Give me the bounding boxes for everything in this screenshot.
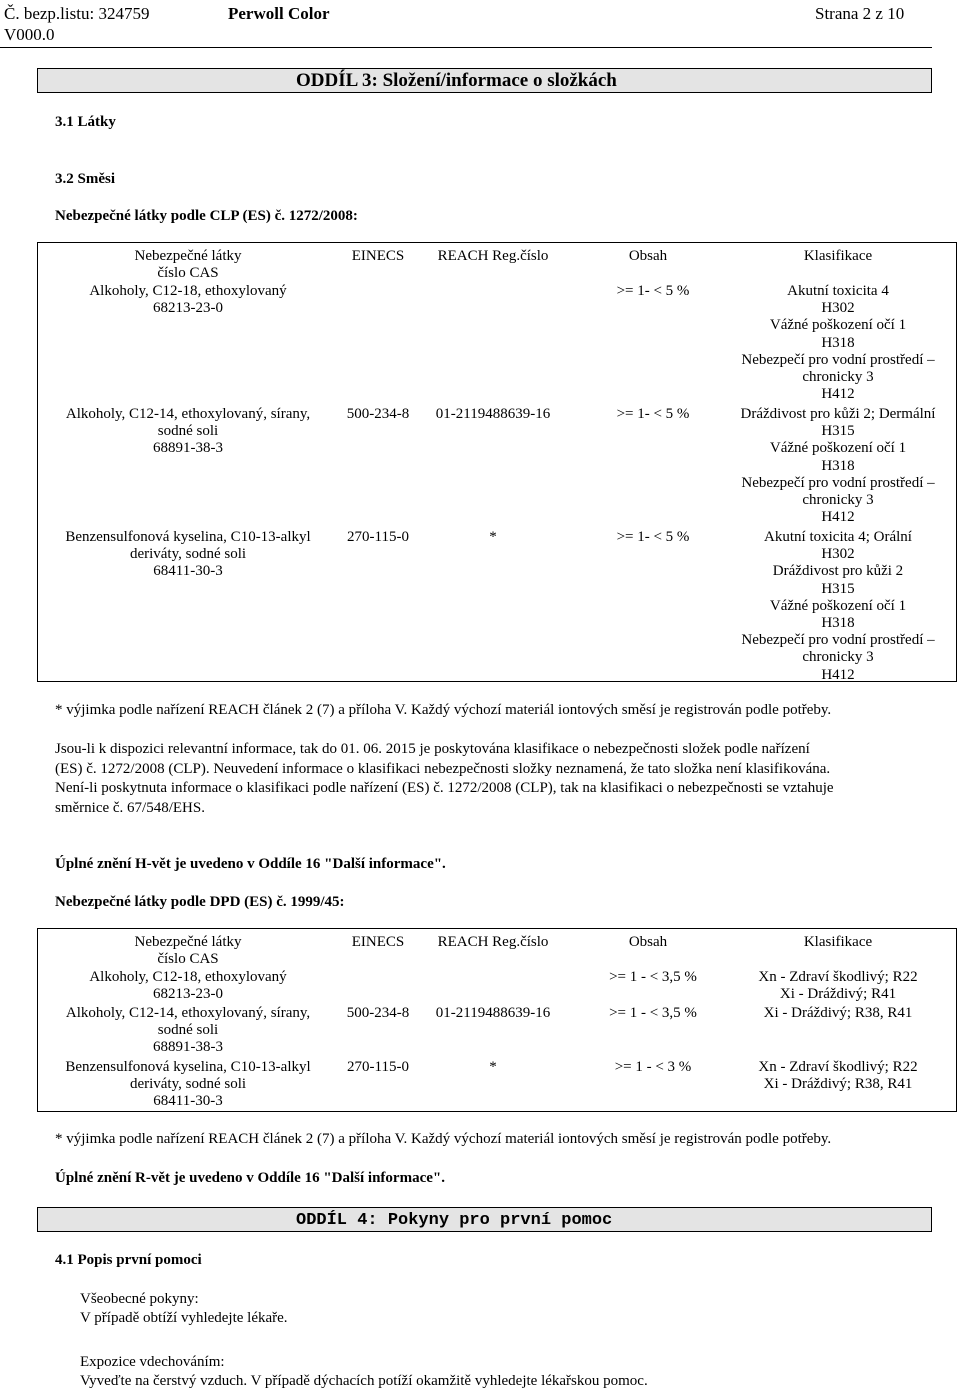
dpd-header-substance: Nebezpečné látky číslo CAS [134,934,242,968]
clp-heading: Nebezpečné látky podle CLP (ES) č. 1272/2008: [55,208,358,224]
table-cell-einecs: 270-115-0 [347,1059,409,1075]
table-cell-content: >= 1 - < 3 % [614,1059,692,1075]
table-row-name: Alkoholy, C12-14, ethoxylovaný, sírany, sodné soli 68891-38-3 [65,1005,311,1056]
r-phrases-note: Úplné znění R-vět je uvedeno v Oddíle 16 "Další informace". [55,1170,445,1186]
clp-header-content: Obsah [628,248,668,264]
table-cell-einecs: 270-115-0 [347,529,409,545]
table-cell-classification: Dráždivost pro kůži 2; Dermální H315 Vážné poškození očí 1 H318 Nebezpečí pro vodní prostředí – chronicky 3 H412 [740,406,936,526]
page-number: Strana 2 z 10 [815,4,905,23]
table-cell-einecs: 500-234-8 [346,406,410,422]
dpd-heading: Nebezpečné látky podle DPD (ES) č. 1999/45: [55,894,345,910]
section-3-title: ODDÍL 3: Složení/informace o složkách [296,70,617,91]
inhalation-text: Vyveďte na čerstvý vzduch. V případě dýchacích potíží okamžitě vyhledejte lékařskou pomoc. [80,1373,648,1389]
table-cell-reach: 01-2119488639-16 [435,406,551,422]
dpd-header-classification: Klasifikace [803,934,873,950]
table-row-name: Benzensulfonová kyselina, C10-13-alkyl deriváty, sodné soli 68411-30-3 [65,1059,311,1110]
clp-header-substance: Nebezpečné látky číslo CAS [134,248,242,282]
table-row-name: Alkoholy, C12-18, ethoxylovaný 68213-23-0 [89,283,287,317]
table-cell-content: >= 1- < 5 % [616,283,690,299]
header-divider [0,47,932,48]
table-row-name: Alkoholy, C12-14, ethoxylovaný, sírany, sodné soli 68891-38-3 [65,406,311,457]
h-phrases-note: Úplné znění H-vět je uvedeno v Oddíle 16 "Další informace". [55,856,446,872]
clp-table [37,242,957,682]
table-cell-content: >= 1 - < 3,5 % [609,969,697,985]
clp-header-reach: REACH Reg.číslo [437,248,549,264]
table-cell-classification: Akutní toxicita 4 H302 Vážné poškození očí 1 H318 Nebezpečí pro vodní prostředí – chronicky 3 H412 [741,283,935,403]
table-cell-content: >= 1- < 5 % [616,406,690,422]
table-cell-content: >= 1- < 5 % [616,529,690,545]
section-4-title: ODDÍL 4: Pokyny pro první pomoc [296,1211,613,1230]
sheet-number: Č. bezp.listu: 324759 [4,4,150,23]
table-cell-reach: * [489,1059,497,1075]
table-cell-reach: 01-2119488639-16 [435,1005,551,1021]
dpd-header-einecs: EINECS [351,934,405,950]
dpd-header-content: Obsah [628,934,668,950]
table-row-name: Benzensulfonová kyselina, C10-13-alkyl deriváty, sodné soli 68411-30-3 [65,529,311,580]
subsection-3-1: 3.1 Látky [55,114,116,130]
general-instructions-label: Všeobecné pokyny: [80,1291,199,1307]
info-paragraph: Jsou-li k dispozici relevantní informace, tak do 01. 06. 2015 je poskytována klasifikace o nebezpečnosti složek podle nařízení (ES) č. 1272/2008 (CLP). Neuvedení informace o klasifikaci nebezpečnosti složky neznamená, že tato složka není klasifikována. Není-li poskytnuta informace o klasifikaci podle nařízení (ES) č. 1272/2008 (CLP), tak na klasifikaci o nebezpečnosti se vztahuje směrnice č. 67/548/EHS. [55,741,834,816]
section-3-bar [37,68,932,93]
general-instructions-text: V případě obtíží vyhledejte lékaře. [80,1310,288,1326]
table-cell-classification: Xi - Dráždivý; R38, R41 [763,1005,913,1021]
company-name: Perwoll Color [228,4,330,23]
table-cell-classification: Xn - Zdraví škodlivý; R22 Xi - Dráždivý; R41 [758,969,918,1003]
reach-note-2: * výjimka podle nařízení REACH článek 2 (7) a příloha V. Každý výchozí materiál iontových směsí je registrován podle potřeby. [55,1131,832,1147]
reach-note: * výjimka podle nařízení REACH článek 2 (7) a příloha V. Každý výchozí materiál iontových směsí je registrován podle potřeby. [55,702,832,718]
table-cell-classification: Xn - Zdraví škodlivý; R22 Xi - Dráždivý; R38, R41 [758,1059,918,1093]
subsection-3-2: 3.2 Směsi [55,171,115,187]
table-cell-reach: * [489,529,497,545]
inhalation-label: Expozice vdechováním: [80,1354,225,1370]
dpd-header-reach: REACH Reg.číslo [437,934,549,950]
clp-header-classification: Klasifikace [803,248,873,264]
clp-header-einecs: EINECS [351,248,405,264]
version: V000.0 [4,25,55,44]
table-row-name: Alkoholy, C12-18, ethoxylovaný 68213-23-0 [89,969,287,1003]
dpd-table [37,928,957,1112]
subsection-4-1: 4.1 Popis první pomoci [55,1252,202,1268]
section-4-bar [37,1207,932,1232]
table-cell-einecs: 500-234-8 [346,1005,410,1021]
table-cell-content: >= 1 - < 3,5 % [609,1005,697,1021]
table-cell-classification: Akutní toxicita 4; Orální H302 Dráždivost pro kůži 2 H315 Vážné poškození očí 1 H318 Nebezpečí pro vodní prostředí – chronicky 3 H412 [741,529,935,683]
